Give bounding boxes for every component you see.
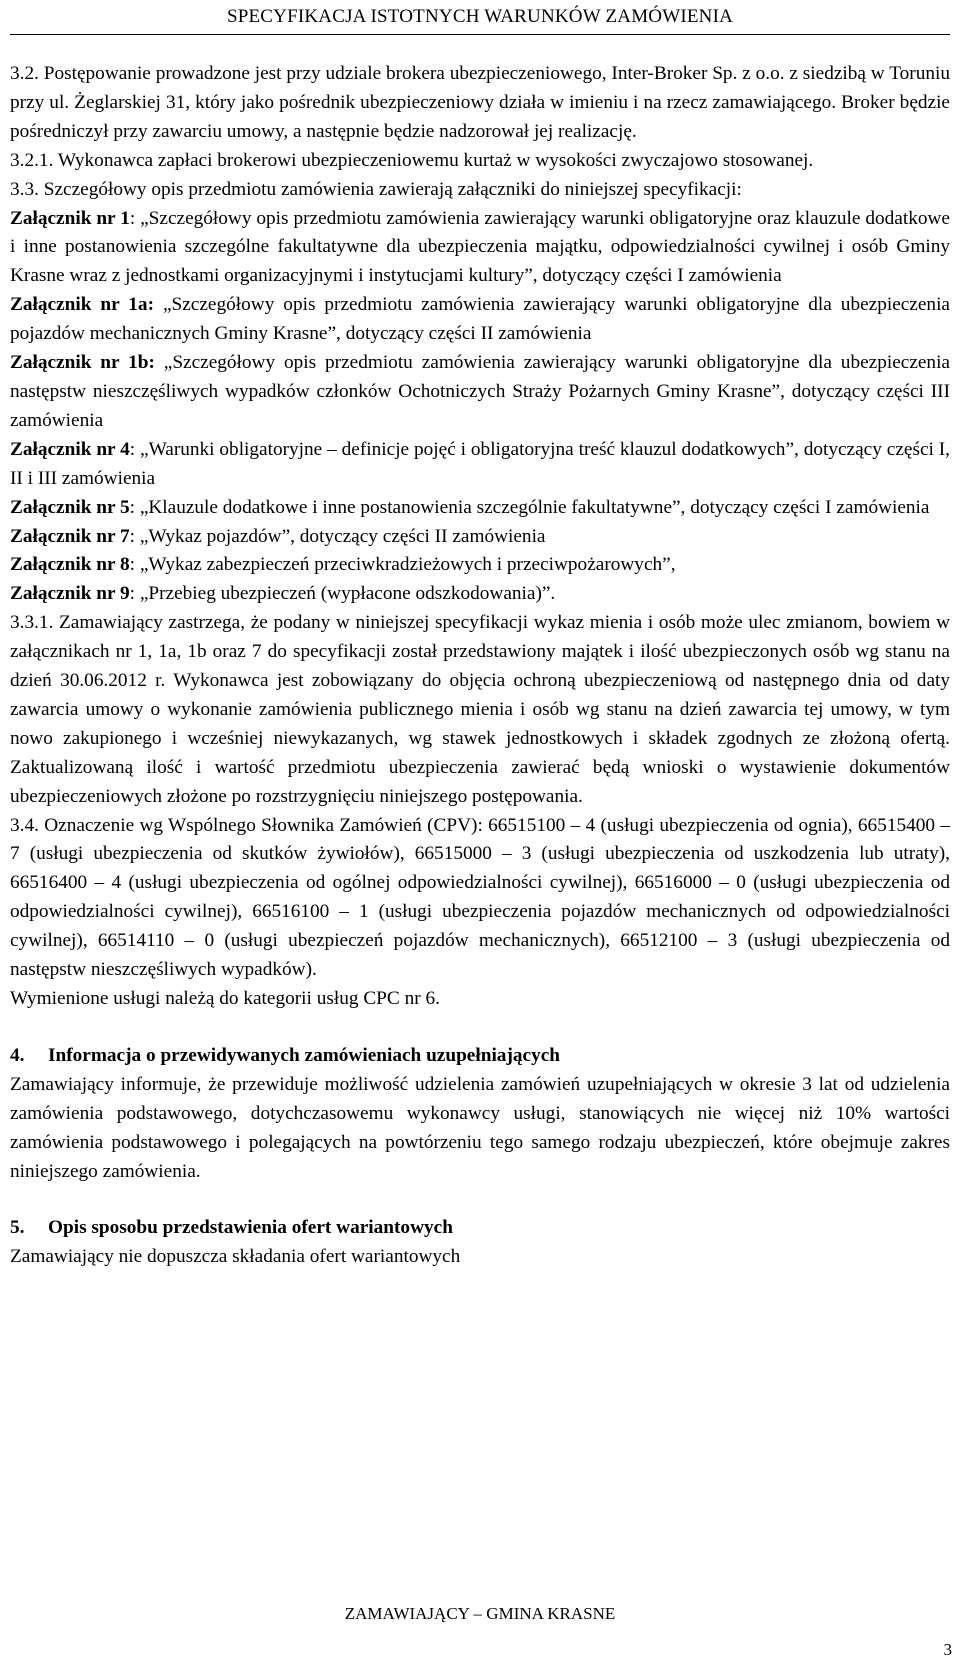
page-footer	[0, 1604, 960, 1624]
header-title: SPECYFIKACJA ISTOTNYCH WARUNKÓW ZAMÓWIENIA	[226, 6, 734, 27]
attachment-label: Załącznik nr 4	[10, 438, 130, 460]
attachment-1a	[10, 291, 950, 349]
attachment-label: Załącznik nr 9	[10, 583, 130, 605]
paragraph-cpc: Wymienione usługi należą do kategorii usług CPC nr 6.	[10, 988, 440, 1009]
paragraph-3-2: 3.2. Postępowanie prowadzone jest przy udziale brokera ubezpieczeniowego, Inter-Broker Sp. z o.o. z siedzibą w Toruniu przy ul. Żeglarskiej 31, który jako pośrednik ubezpieczeniowy działa w imieniu i na rzecz zamawiającego. Broker będzie pośredniczył przy zawarciu umowy, a następnie będzie nadzorował jej realizację.	[10, 63, 950, 142]
attachment-1b	[10, 349, 950, 436]
attachment-4	[10, 436, 950, 494]
attachment-text: : „Wykaz pojazdów”, dotyczący części II zamówienia	[129, 525, 546, 547]
attachment-8	[10, 551, 950, 580]
attachment-text: „Szczegółowy opis przedmiotu zamówienia zawierający warunki obligatoryjne dla ubezpieczenia pojazdów mechanicznych Gminy Krasne”, dotyczący części II zamówienia	[10, 294, 950, 345]
spacer	[10, 1014, 950, 1042]
paragraph-3-3-1: 3.3.1. Zamawiający zastrzega, że podany w niniejszej specyfikacji wykaz mienia i osób może ulec zmianom, bowiem w załącznikach nr 1, 1a, 1b oraz 7 do specyfikacji został przedstawiony majątek i ilość ubezpieczonych osób wg stanu na dzień 30.06.2012 r. Wykonawca jest zobowiązany do objęcia ochroną ubezpieczeniową od następnego dnia od daty zawarcia umowy o wykonanie zamówienia publicznego mienia i osób wg stanu na dzień zawarcia tej umowy, w tym nowo zakupionego i wcześniej niewykazanych, wg stawek jednostkowych i składek zgodnych ze złożoną ofertą. Zaktualizowaną ilość i wartość przedmiotu ubezpieczenia zawierać będą wnioski o wystawienie dokumentów ubezpieczeniowych złożone po rozstrzygnięciu niniejszego postępowania.	[10, 612, 950, 807]
paragraph-3-2-1: 3.2.1. Wykonawca zapłaci brokerowi ubezpieczeniowemu kurtaż w wysokości zwyczajowo stosowanej.	[10, 149, 814, 171]
attachment-1	[10, 205, 950, 292]
attachment-5	[10, 494, 950, 523]
page-header	[10, 6, 950, 35]
document-body	[10, 60, 950, 1272]
paragraph-3-4: 3.4. Oznaczenie wg Wspólnego Słownika Zamówień (CPV): 66515100 – 4 (usługi ubezpieczenia od ognia), 66515400 – 7 (usługi ubezpieczenia od skutków żywiołów), 66515000 – 3 (usługi ubezpieczenia od uszkodzenia lub utraty), 66516400 – 4 (usługi ubezpieczenia od ogólnej odpowiedzialności cywilnej), 66516000 – 0 (usługi ubezpieczenia od odpowiedzialności cywilnej), 66516100 – 1 (usługi ubezpieczenia pojazdów mechanicznych od odpowiedzialności cywilnej), 66514110 – 0 (usługi ubezpieczeń pojazdów mechanicznych), 66512100 – 3 (usługi ubezpieczenia od następstw nieszczęśliwych wypadków).	[10, 814, 950, 981]
attachment-label: Załącznik nr 1a:	[10, 294, 154, 316]
section-5-heading	[10, 1214, 950, 1243]
attachment-label: Załącznik nr 5	[10, 496, 130, 518]
spacer	[10, 1186, 950, 1214]
attachment-label: Załącznik nr 1	[10, 207, 130, 229]
attachment-text: : „Szczegółowy opis przedmiotu zamówienia zawierający warunki obligatoryjne oraz klauzule dodatkowe i inne postanowienia szczególne fakultatywne dla ubezpieczenia majątku, odpowiedzialności cywilnej i osób Gminy Krasne wraz z jednostkami organizacyjnymi i instytucjami kultury”, dotyczący części I zamówienia	[10, 207, 950, 287]
attachment-text: : „Warunki obligatoryjne – definicje pojęć i obligatoryjna treść klauzul dodatkowych”, dotyczący części I, II i III zamówienia	[10, 438, 950, 489]
attachment-text: : „Klauzule dodatkowe i inne postanowienia szczególnie fakultatywne”, dotyczący części I zamówienia	[129, 496, 930, 518]
page-number: 3	[943, 1640, 952, 1659]
attachment-text: : „Wykaz zabezpieczeń przeciwkradzieżowych i przeciwpożarowych”,	[129, 554, 676, 576]
attachment-label: Załącznik nr 1b:	[10, 352, 155, 374]
attachment-text: : „Przebieg ubezpieczeń (wypłacone odszkodowania)”.	[129, 583, 556, 605]
attachment-9	[10, 580, 950, 609]
section-title: Opis sposobu przedstawienia ofert wariantowych	[48, 1217, 453, 1239]
section-4-text: Zamawiający informuje, że przewiduje możliwość udzielenia zamówień uzupełniających w okresie 3 lat od udzielenia zamówienia podstawowego, dotychczasowemu wykonawcy usługi, stanowiących nie więcej niż 10% wartości zamówienia podstawowego i polegających na powtórzeniu tego samego rodzaju ubezpieczeń, które obejmuje zakres niniejszego zamówienia.	[10, 1073, 950, 1182]
section-number: 4.	[10, 1044, 25, 1066]
attachment-label: Załącznik nr 8	[10, 554, 130, 576]
section-5-text: Zamawiający nie dopuszcza składania ofert wariantowych	[10, 1246, 461, 1268]
attachment-label: Załącznik nr 7	[10, 525, 130, 547]
section-4-heading	[10, 1042, 950, 1071]
paragraph-3-3: 3.3. Szczegółowy opis przedmiotu zamówienia zawierają załączniki do niniejszej specyfikacji:	[10, 178, 742, 200]
footer-text: ZAMAWIAJĄCY – GMINA KRASNE	[344, 1604, 616, 1623]
section-number: 5.	[10, 1217, 25, 1239]
section-title: Informacja o przewidywanych zamówieniach uzupełniających	[48, 1044, 560, 1066]
attachment-7	[10, 523, 950, 552]
attachment-text: „Szczegółowy opis przedmiotu zamówienia zawierający warunki obligatoryjne dla ubezpieczenia następstw nieszczęśliwych wypadków członków Ochotniczych Straży Pożarnych Gminy Krasne”, dotyczący części III zamówienia	[10, 352, 950, 431]
